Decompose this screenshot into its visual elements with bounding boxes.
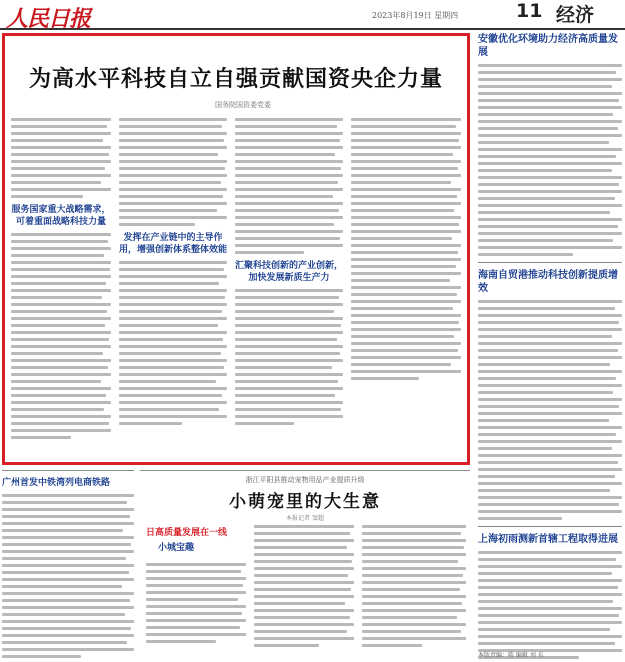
right-headline-2[interactable]: 海南自贸港推动科技创新提质增效 xyxy=(478,270,618,294)
dateline: 2023年8月19日 星期四 xyxy=(372,11,459,20)
page-footer: 本版责编：陈 编辑 刘 东 xyxy=(478,652,544,659)
bottom-left-article[interactable] xyxy=(2,470,134,660)
right-headline-1[interactable]: 安徽优化环境助力经济高质量发展 xyxy=(478,34,618,58)
text-lines xyxy=(11,233,111,439)
masthead xyxy=(0,0,625,30)
lead-subhead-1: 服务国家重大战略需求，可着重面战略科技力量 xyxy=(11,205,111,227)
newspaper-logo: 人民日报 xyxy=(6,6,91,32)
feature-subtitle: 浙江平阳县推动宠物用品产业提质升级 xyxy=(245,476,365,484)
feature-title: 小萌宠里的大生意 xyxy=(229,492,381,512)
feature-byline: 本报记者 窦超 xyxy=(286,515,324,522)
feature-column-1 xyxy=(146,563,246,658)
text-lines xyxy=(2,494,134,658)
text-lines xyxy=(478,64,622,256)
feature-column-3 xyxy=(362,525,466,658)
divider xyxy=(478,526,622,527)
lead-article[interactable] xyxy=(2,33,470,465)
right-headline-3[interactable]: 上海初雨测新首辖工程取得进展 xyxy=(478,534,618,545)
lead-column-1 xyxy=(11,118,111,458)
lead-byline: 国务院国资委党委 xyxy=(215,101,271,109)
lead-column-4 xyxy=(351,118,461,458)
lead-subhead-3: 汇聚科技创新的产业创新，加快发展新质生产力 xyxy=(235,261,343,283)
bottom-left-title: 广州首发中铁湾列电商铁路 xyxy=(2,478,111,488)
column-label-blue: 小城宝趣 xyxy=(158,543,195,553)
page-number: 11 xyxy=(516,0,543,22)
text-lines xyxy=(478,300,622,520)
text-lines xyxy=(235,289,343,425)
lead-column-2 xyxy=(119,118,227,458)
text-lines xyxy=(351,118,461,380)
text-lines xyxy=(119,118,227,226)
bottom-feature-article[interactable] xyxy=(140,470,470,660)
lead-title: 为高水平科技自立自强贡献国资央企力量 xyxy=(28,67,443,92)
section-title: 经济 xyxy=(556,4,595,26)
text-lines xyxy=(11,118,111,198)
right-column xyxy=(478,33,622,658)
lead-subhead-2: 发挥在产业链中的主导作用，增强创新体系整体效能 xyxy=(119,233,227,255)
column-label-red: 日高质量发展在一线 xyxy=(146,528,228,538)
feature-column-2 xyxy=(254,525,354,658)
text-lines xyxy=(478,551,622,659)
text-lines xyxy=(235,118,343,254)
lead-column-3 xyxy=(235,118,343,458)
text-lines xyxy=(119,261,227,425)
column-label xyxy=(146,525,246,557)
divider xyxy=(478,262,622,263)
